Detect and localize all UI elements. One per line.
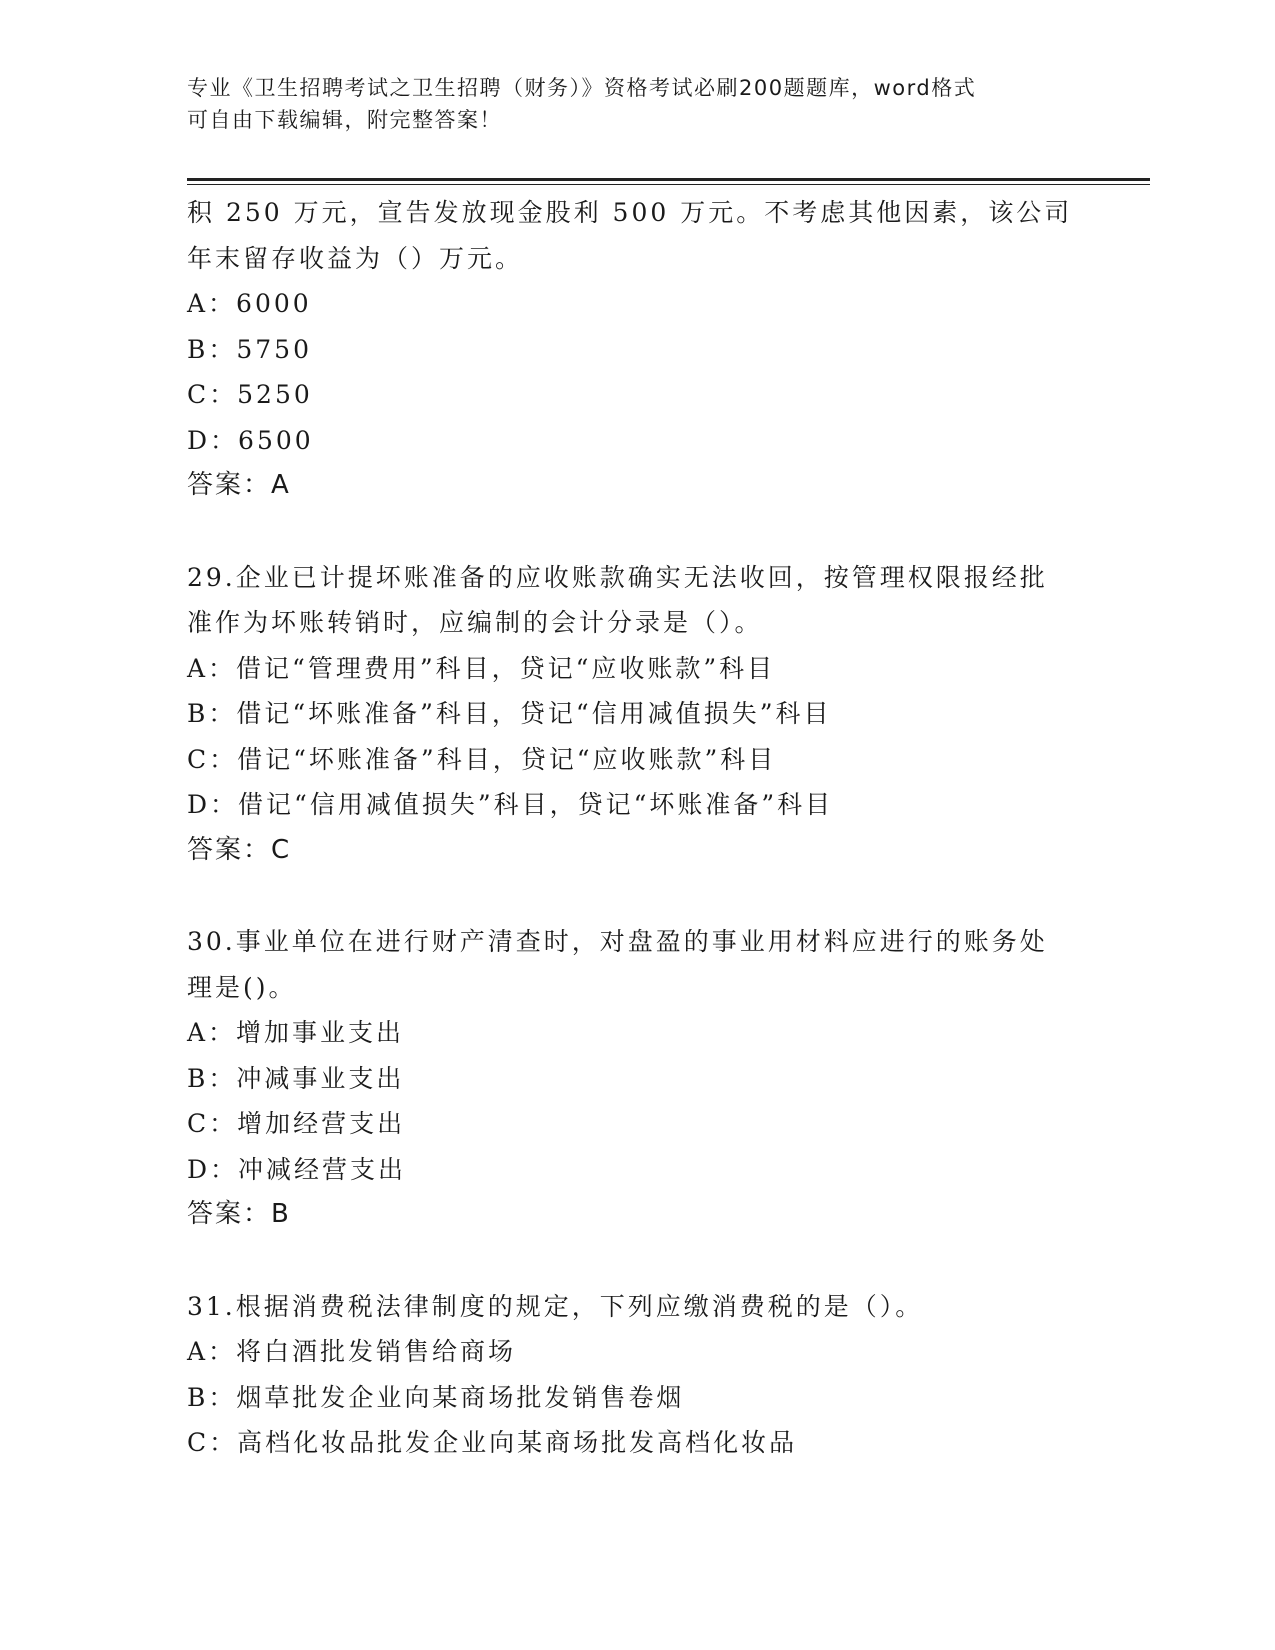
header-divider-thin xyxy=(187,184,1150,185)
question-30 xyxy=(187,919,1150,1238)
question-stem-line: 年末留存收益为（）万元。 xyxy=(187,243,524,273)
option-d: D：6500 xyxy=(187,425,314,455)
question-28-continued xyxy=(187,190,1150,509)
question-stem-line: 29.企业已计提坏账准备的应收账款确实无法收回，按管理权限报经批 xyxy=(187,562,1048,592)
question-stem-line: 准作为坏账转销时，应编制的会计分录是（）。 xyxy=(187,608,763,637)
answer-line: 答案：C xyxy=(187,834,292,865)
option-c: C：高档化妆品批发企业向某商场批发高档化妆品 xyxy=(187,1428,798,1457)
header-title-line-1: 专业《卫生招聘考试之卫生招聘（财务）》资格考试必刷200题题库，word格式 xyxy=(187,76,977,100)
option-a: A：将白酒批发销售给商场 xyxy=(187,1337,517,1366)
header-title-line-2: 可自由下载编辑，附完整答案！ xyxy=(187,108,502,132)
question-stem-line: 积 250 万元，宣告发放现金股利 500 万元。不考虑其他因素，该公司 xyxy=(187,198,1073,227)
spacer xyxy=(187,873,1150,919)
answer-line: 答案：B xyxy=(187,1199,291,1229)
question-stem-line: 31.根据消费税法律制度的规定，下列应缴消费税的是（）。 xyxy=(187,1291,924,1321)
option-b: B：冲减事业支出 xyxy=(187,1063,405,1093)
question-29 xyxy=(187,555,1150,874)
option-b: B：借记“坏账准备”科目，贷记“信用减值损失”科目 xyxy=(187,699,832,728)
option-c: C：5250 xyxy=(187,380,313,409)
option-a: A：6000 xyxy=(187,289,312,318)
option-c: C：增加经营支出 xyxy=(187,1109,406,1138)
option-d: D：借记“信用减值损失”科目，贷记“坏账准备”科目 xyxy=(187,790,834,819)
header-divider-thick xyxy=(187,178,1150,181)
question-31 xyxy=(187,1284,1150,1466)
option-b: B：烟草批发企业向某商场批发销售卷烟 xyxy=(187,1382,685,1412)
option-c: C：借记“坏账准备”科目，贷记“应收账款”科目 xyxy=(187,744,777,774)
option-a: A：借记“管理费用”科目，贷记“应收账款”科目 xyxy=(187,653,776,683)
spacer xyxy=(187,1238,1150,1284)
option-a: A：增加事业支出 xyxy=(187,1018,405,1047)
question-stem-line: 理是()。 xyxy=(187,972,297,1002)
option-d: D：冲减经营支出 xyxy=(187,1154,407,1184)
question-content xyxy=(187,190,1150,1466)
answer-line: 答案：A xyxy=(187,470,291,500)
question-stem-line: 30.事业单位在进行财产清查时，对盘盈的事业用材料应进行的账务处 xyxy=(187,927,1048,956)
page-header xyxy=(187,72,1087,136)
option-b: B：5750 xyxy=(187,334,312,364)
spacer xyxy=(187,509,1150,555)
